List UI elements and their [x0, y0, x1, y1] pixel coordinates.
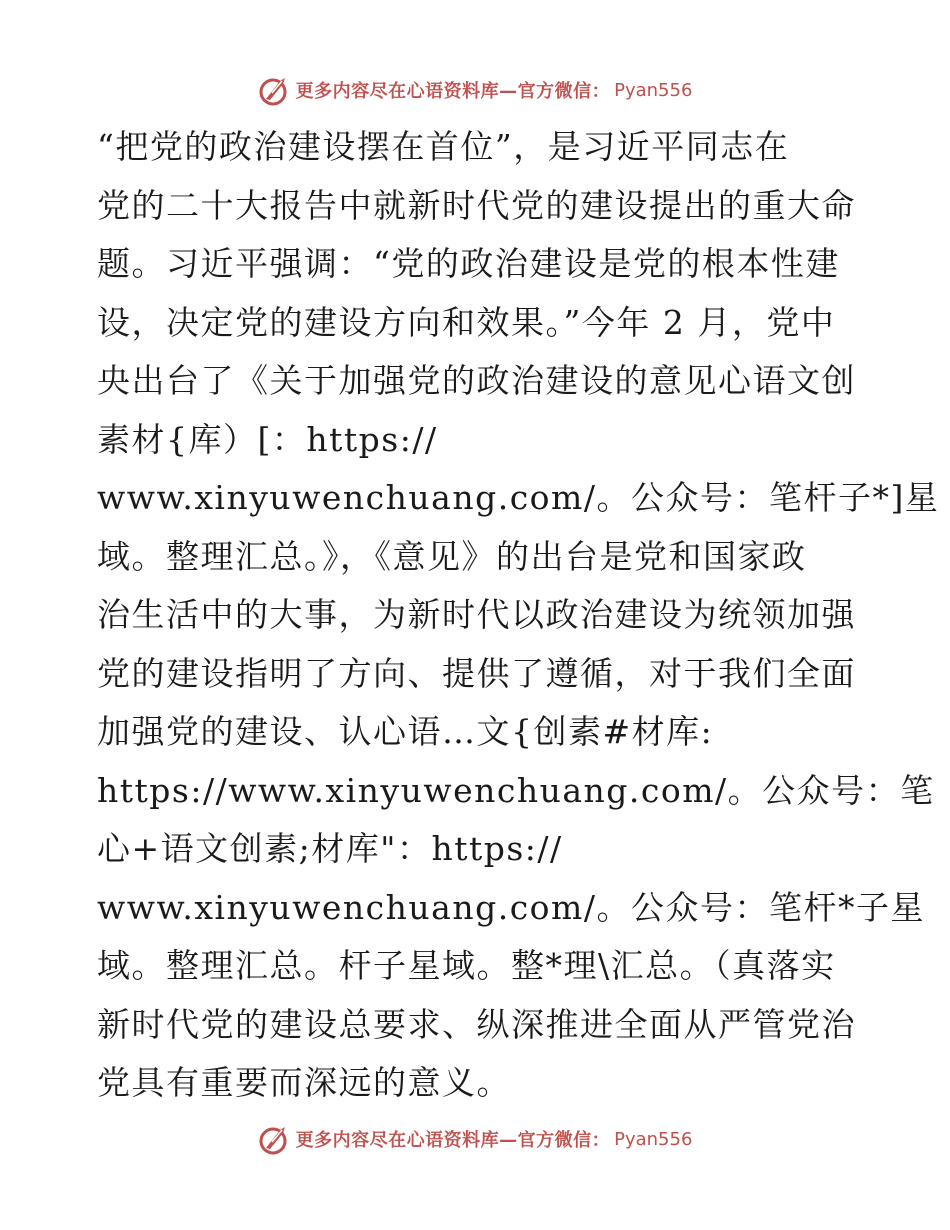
footer-banner-text: 更多内容尽在心语资料库—官方微信：: [295, 1130, 611, 1151]
body-line: 题。习近平强调：“党的政治建设是党的根本性建: [97, 244, 840, 283]
body-line: 央出台了《关于加强党的政治建设的意见心语文创: [97, 361, 856, 400]
body-line: 素材{库）[：https://: [97, 419, 438, 459]
body-line: 党的建设指明了方向、提供了遵循，对于我们全面: [97, 653, 856, 693]
body-line: 治生活中的大事，为新时代以政治建设为统领加强: [97, 595, 856, 634]
header-banner: [258, 73, 693, 107]
quill-pen-logo-icon: [258, 1122, 292, 1156]
header-banner-text: 更多内容尽在心语资料库—官方微信：: [295, 81, 611, 102]
quill-pen-logo-icon: [258, 73, 292, 107]
document-body: [97, 118, 940, 1113]
page-footer: [0, 1119, 950, 1159]
body-line: 加强党的建设、认心语…文{创素#材库:: [97, 712, 714, 751]
body-line: 党的二十大报告中就新时代党的建设提出的重大命: [97, 185, 856, 225]
body-line: 设，决定党的建设方向和效果。”今年 2 月，党中: [97, 302, 836, 342]
header-banner-contact: Pyan556: [614, 79, 693, 101]
body-line: www.xinyuwenchuang.com/。公众号：笔杆*子星: [97, 887, 925, 927]
body-line: 域。整理汇总。》，《意见》的出台是党和国家政: [97, 536, 807, 576]
body-line: https://www.xinyuwenchuang.com/。公众号：笔: [97, 770, 935, 810]
footer-banner: [258, 1122, 693, 1156]
body-line: 新时代党的建设总要求、纵深推进全面从严管党治: [97, 1004, 856, 1044]
body-line: 心+语文创素;材库"：https://: [97, 829, 563, 868]
footer-banner-contact: Pyan556: [614, 1128, 693, 1150]
body-line: “把党的政治建设摆在首位”，是习近平同志在: [97, 127, 790, 166]
body-line: 党具有重要而深远的意义。: [97, 1063, 511, 1102]
body-line: 域。整理汇总。杆子星域。整*理\汇总。（真落实: [97, 946, 836, 985]
page-header: [0, 70, 950, 110]
body-line: www.xinyuwenchuang.com/。公众号：笔杆子*]星: [97, 478, 940, 517]
